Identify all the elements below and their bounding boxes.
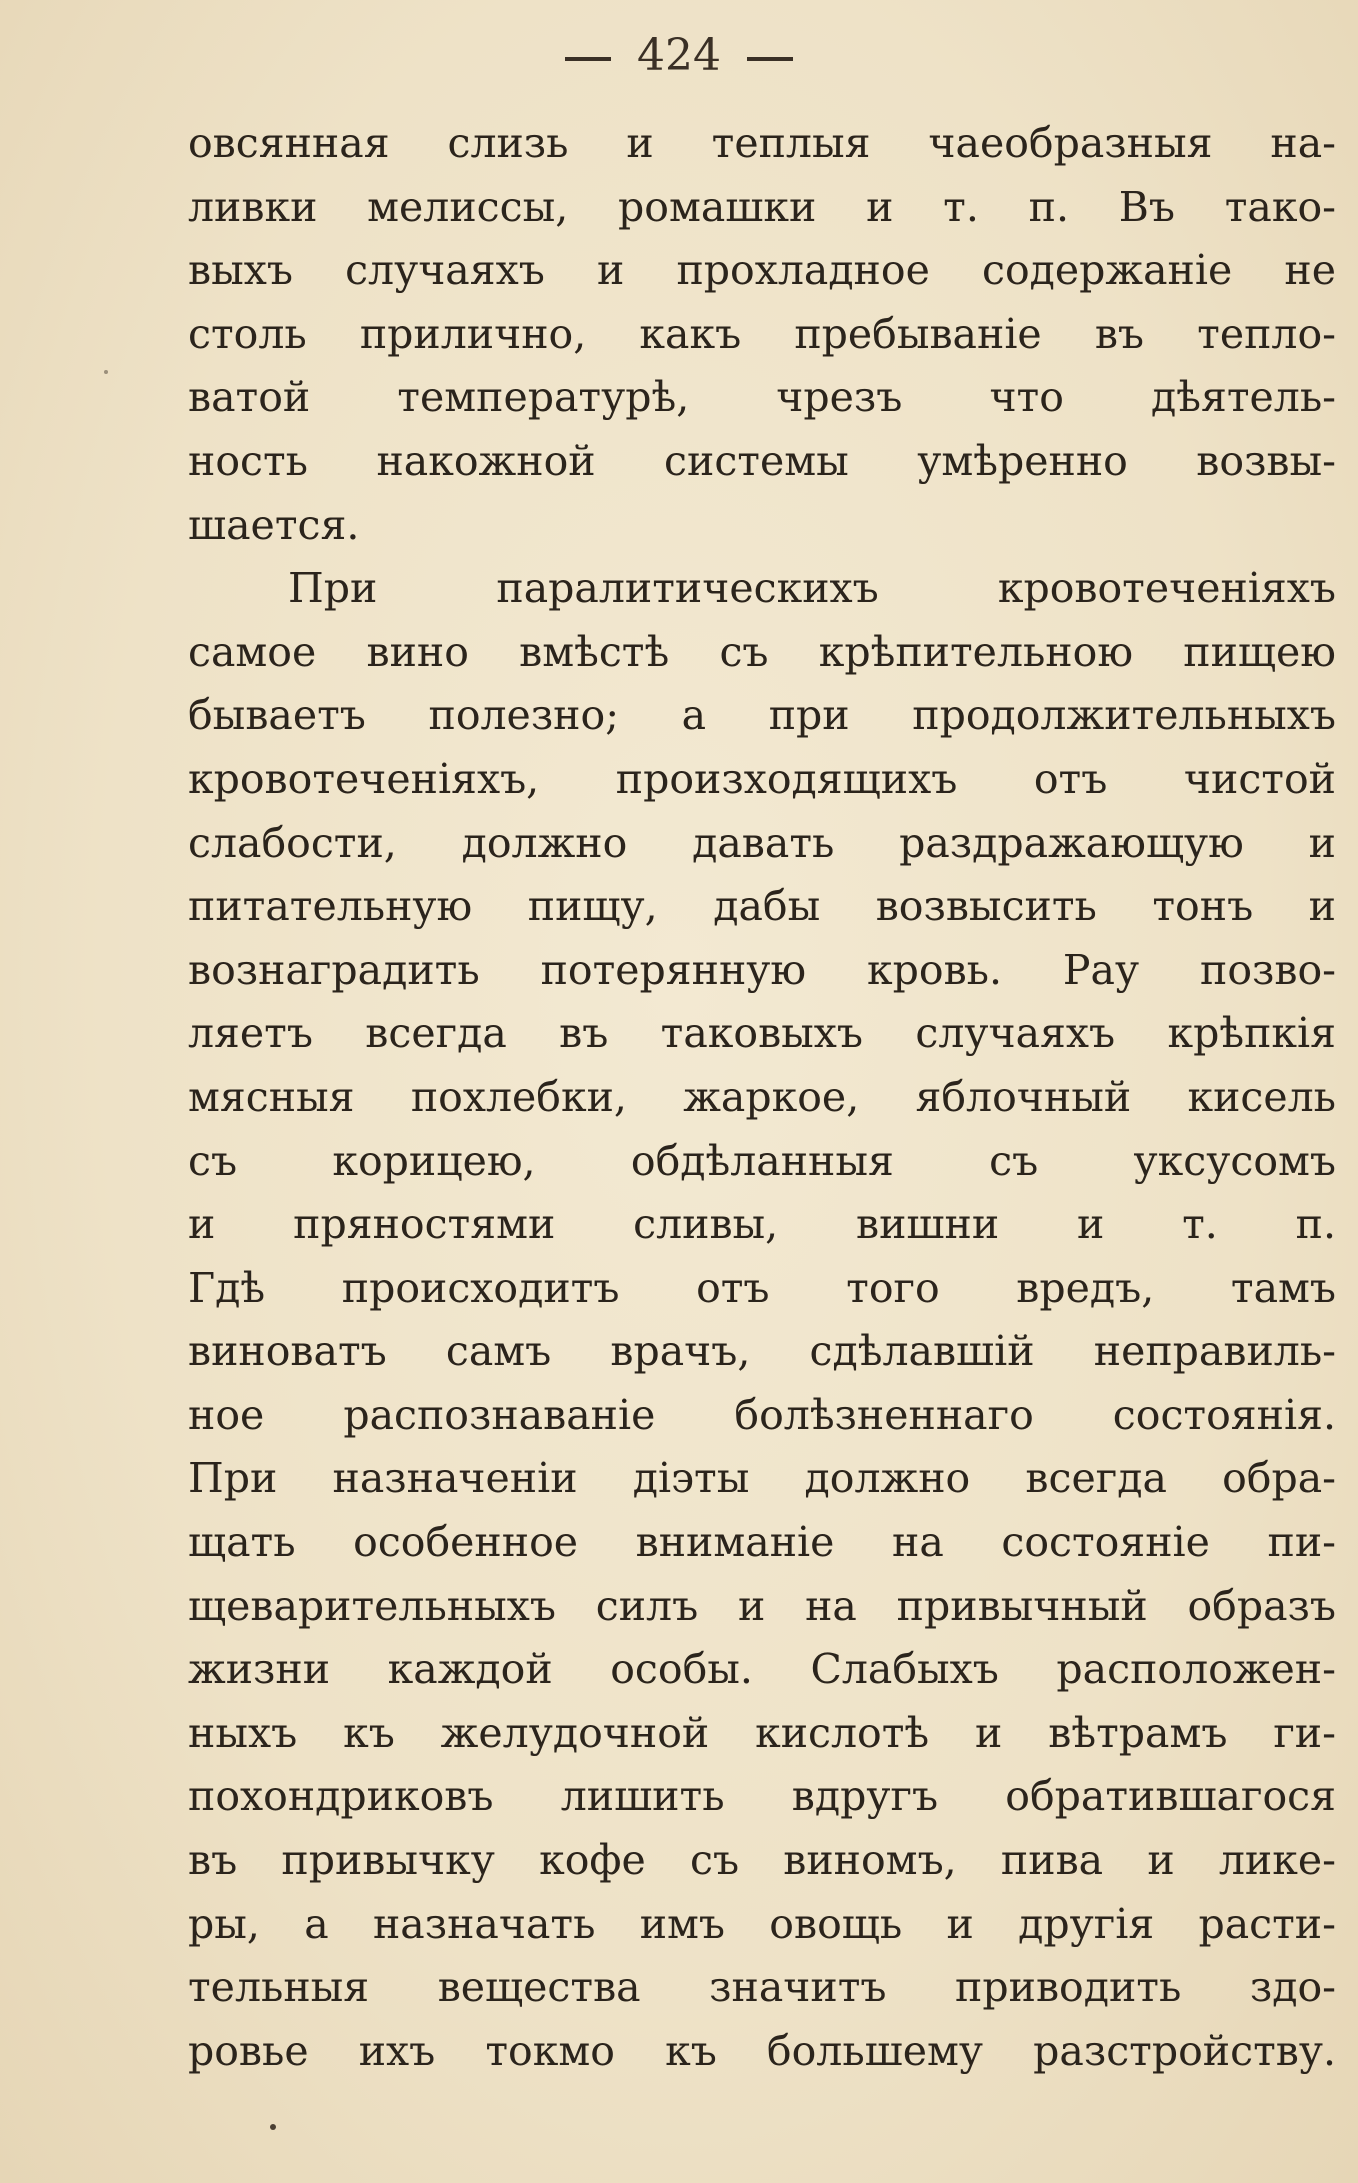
text-line: вознаградить потерянную кровь. Рау позво- [188,945,1336,994]
text-line: жизни каждой особы. Слабыхъ расположен- [188,1645,1336,1694]
text-line: При назначенiи дiэты должно всегда обра- [188,1454,1336,1503]
text-line: бываетъ полезно; а при продолжительныхъ [188,691,1336,740]
text-line: питательную пищу, дабы возвысить тонъ и [188,882,1336,931]
text-line: ныхъ къ желудочной кислотѣ и вѣтрамъ ги- [188,1708,1336,1757]
text-line: овсянная слизь и теплыя чаеобразныя на- [188,119,1336,167]
text-line: щать особенное вниманie на состоянie пи- [188,1518,1336,1567]
text-line: ровье ихъ токмо къ большему разстройству. [188,2026,1336,2075]
text-line: виноватъ самъ врачъ, сдѣлавшiй неправиль- [188,1327,1336,1376]
text-line: и пряностями сливы, вишни и т. п. [188,1200,1336,1249]
text-line: въ привычку кофе съ виномъ, пива и лике- [188,1836,1336,1885]
text-line: щеварительныхъ силъ и на привычный образъ [188,1581,1336,1630]
text-line: шается. [188,500,360,549]
text-line: выхъ случаяхъ и прохладное содержанie не [188,246,1336,295]
text-line: мясныя похлебки, жаркое, яблочный кисель [188,1072,1336,1121]
text-line: столь прилично, какъ пребыванie въ тепло- [188,309,1336,358]
text-line: тельныя вещества значитъ приводить здо- [188,1963,1336,2012]
text-line: ливки мелиссы, ромашки и т. п. Въ тако- [188,182,1336,231]
body-text [188,112,1336,2083]
paragraph-start-line: При паралитическихъ кровотеченiяхъ [288,564,1336,613]
text-line: ватой температурѣ, чрезъ что дѣятель- [188,373,1336,422]
text-line: слабости, должно давать раздражающую и [188,818,1336,867]
left-dash [565,57,611,61]
ink-speck [270,2124,276,2130]
text-line: съ корицею, обдѣланныя съ уксусомъ [188,1136,1336,1185]
text-line: ры, а назначать имъ овощь и другiя расти- [188,1899,1336,1948]
text-line: ляетъ всегда въ таковыхъ случаяхъ крѣпкiя [188,1009,1336,1058]
page-header [0,30,1358,81]
text-line: ное распознаванie болѣзненнаго состоянiя. [188,1390,1336,1439]
text-line: самое вино вмѣстѣ съ крѣпительною пищею [188,627,1336,676]
text-line: похондриковъ лишить вдругъ обратившагося [188,1772,1336,1821]
text-line: Гдѣ происходитъ отъ того вредъ, тамъ [188,1263,1336,1312]
text-line: кровотеченiяхъ, произходящихъ отъ чистой [188,754,1336,803]
right-dash [747,57,793,61]
page-number: 424 [637,30,721,81]
ink-speck [104,370,108,374]
text-line: ность накожной системы умѣренно возвы- [188,436,1336,485]
